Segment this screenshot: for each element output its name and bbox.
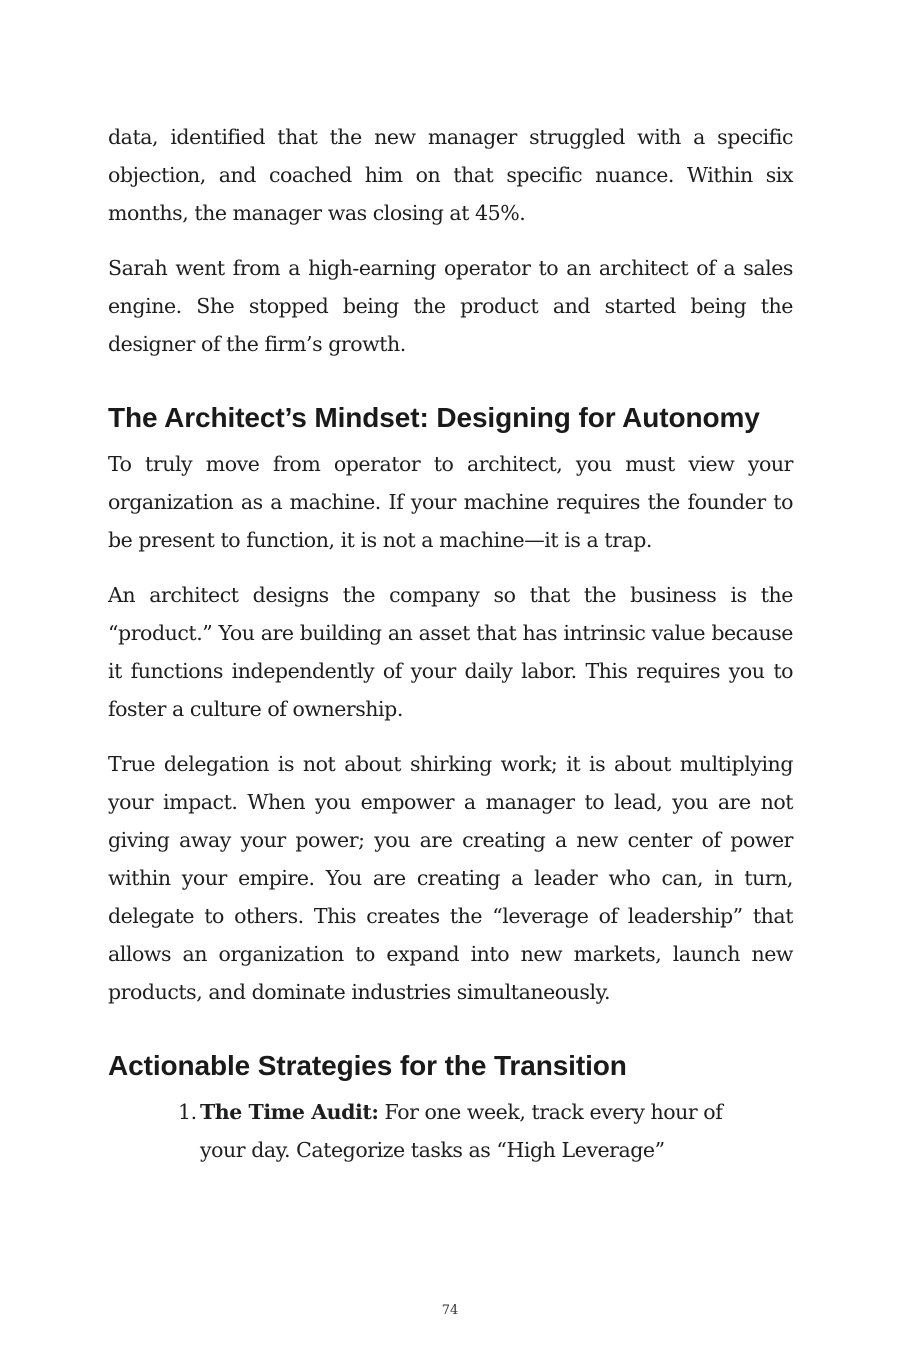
intro-paragraph-1: data, identified that the new manager struggled with a specific objection, and coached him on that specific nuance. Within six months, the manager was closing at 45%. xyxy=(108,125,793,225)
list-item-text: For one week, track every hour of your day. Categorize tasks as “High Leverage” xyxy=(200,1100,723,1162)
strategy-list xyxy=(108,1093,793,1169)
intro-paragraph-2: Sarah went from a high-earning operator to an architect of a sales engine. She stopped being the product and started being the designer of the firm’s growth. xyxy=(108,256,793,356)
list-item-term: The Time Audit: xyxy=(200,1100,379,1124)
section1-paragraph-3: True delegation is not about shirking work; it is about multiplying your impact. When you empower a manager to lead, you are not giving away your power; you are creating a new center of power within your empire. You are creating a leader who can, in turn, delegate to others. This creates the “leverage of leadership” that allows an organization to expand into new markets, launch new products, and dominate industries simultaneously. xyxy=(108,752,793,1004)
section-heading-actionable-strategies: Actionable Strategies for the Transition xyxy=(108,1050,627,1081)
page-number: 74 xyxy=(441,1303,459,1318)
section1-paragraph-1: To truly move from operator to architect, you must view your organization as a machine. If your machine requires the founder to be present to function, it is not a machine—it is a trap. xyxy=(108,452,793,552)
list-item-number: 1. xyxy=(178,1100,197,1124)
section1-paragraph-2: An architect designs the company so that the business is the “product.” You are building an asset that has intrinsic value because it functions independently of your daily labor. This requires you to foster a culture of ownership. xyxy=(108,583,793,721)
list-item xyxy=(108,1093,760,1169)
section-heading-architect-mindset: The Architect’s Mindset: Designing for Autonomy xyxy=(108,402,760,433)
page-content xyxy=(108,118,793,1169)
